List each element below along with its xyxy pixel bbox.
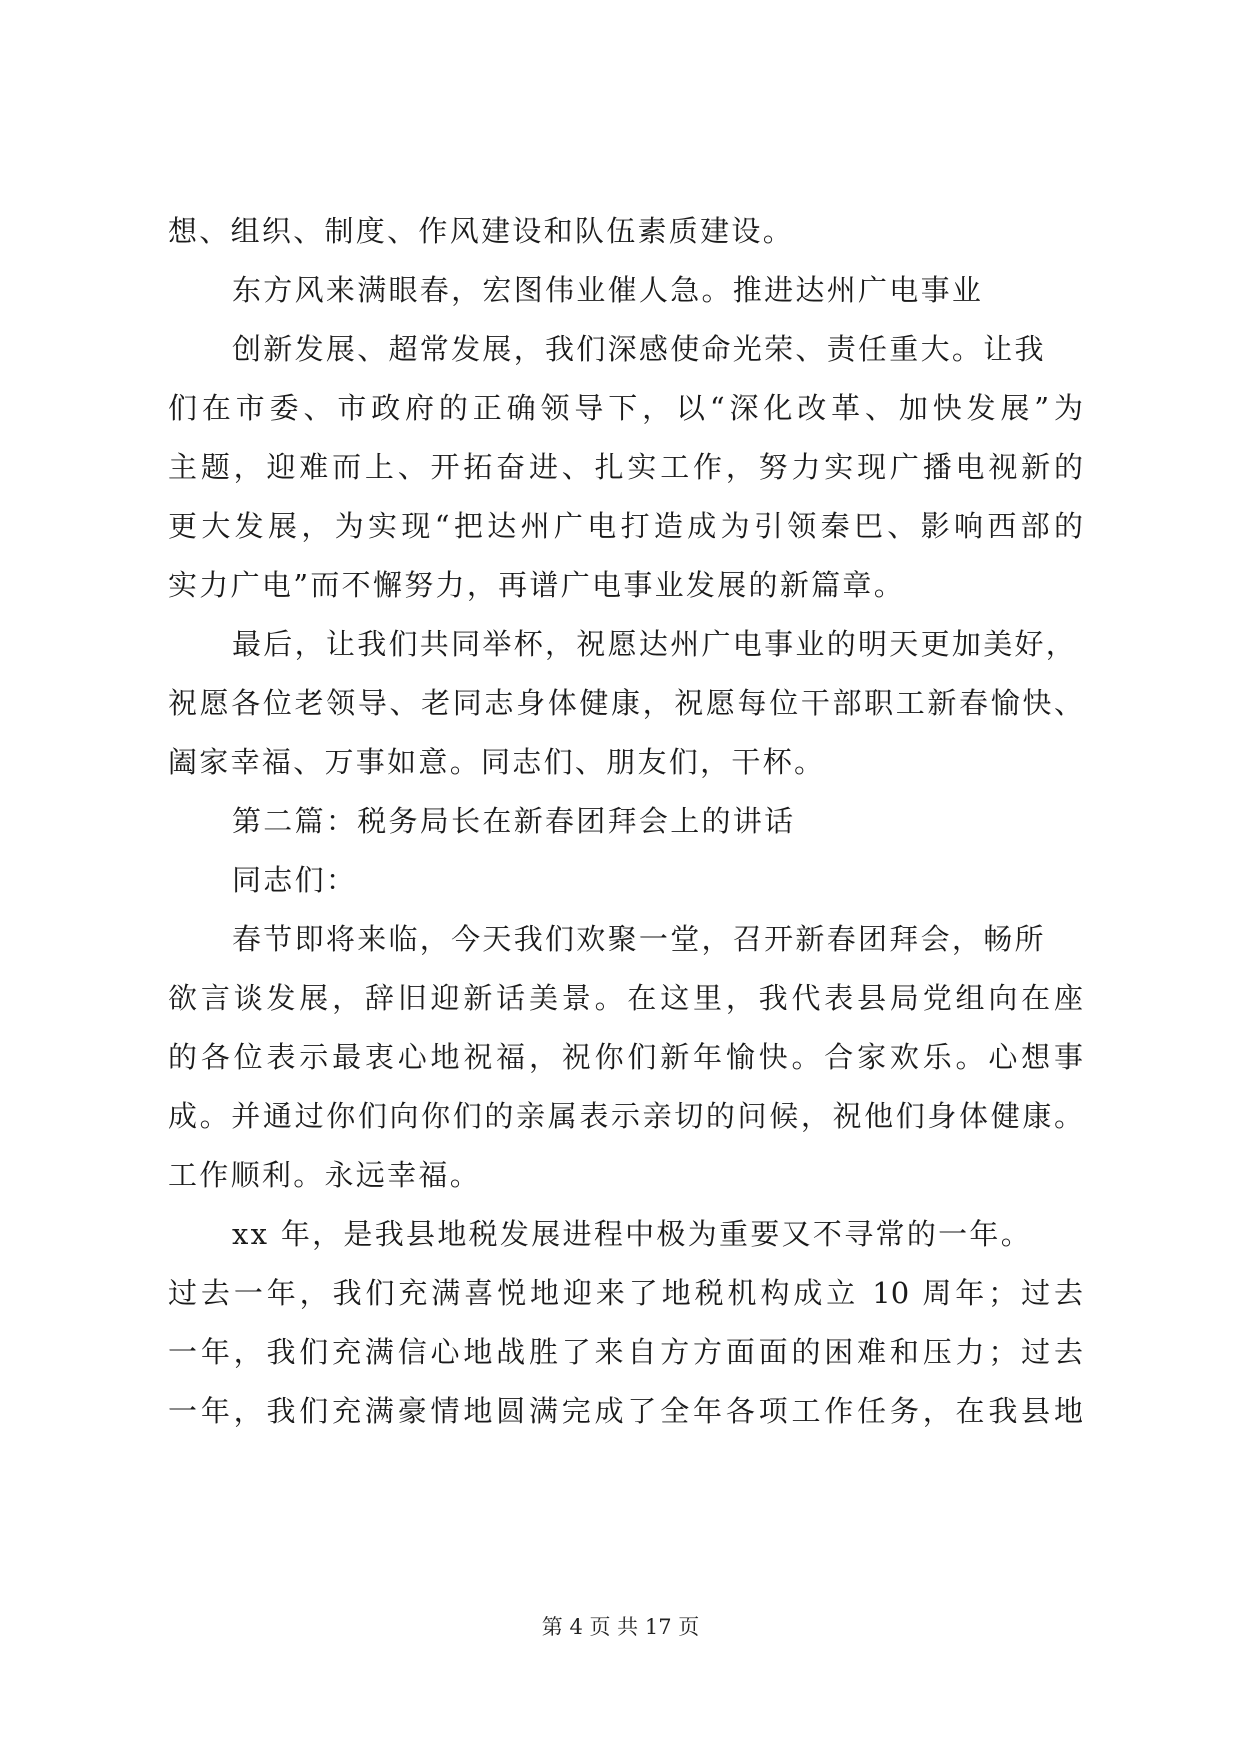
text-line: 一年，我们充满信心地战胜了来自方方面面的困难和压力；过去: [168, 1335, 1083, 1369]
salutation: 同志们：: [232, 863, 358, 897]
text-line: 一年，我们充满豪情地圆满完成了全年各项工作任务，在我县地: [168, 1394, 1083, 1428]
text-line: 创新发展、超常发展，我们深感使命光荣、责任重大。让我: [232, 332, 1046, 366]
text-line: 工作顺利。永远幸福。: [168, 1158, 482, 1192]
text-line: 欲言谈发展，辞旧迎新话美景。在这里，我代表县局党组向在座: [168, 981, 1083, 1015]
page-footer: 第 4 页 共 17 页: [541, 1615, 700, 1639]
text-line: 更大发展，为实现“把达州广电打造成为引领秦巴、影响西部的: [168, 509, 1083, 543]
text-line: 最后，让我们共同举杯，祝愿达州广电事业的明天更加美好，: [232, 627, 1078, 661]
text-line: 想、组织、制度、作风建设和队伍素质建设。: [168, 214, 795, 248]
text-line: 们在市委、市政府的正确领导下，以“深化改革、加快发展”为: [168, 391, 1083, 425]
text-line: 春节即将来临，今天我们欢聚一堂，召开新春团拜会，畅所: [232, 922, 1046, 956]
text-line: 成。并通过你们向你们的亲属表示亲切的问候，祝他们身体健康。: [168, 1099, 1083, 1133]
text-line: 实力广电”而不懈努力，再谱广电事业发展的新篇章。: [168, 568, 906, 602]
text-line: 祝愿各位老领导、老同志身体健康，祝愿每位干部职工新春愉快、: [168, 686, 1083, 720]
text-line: 阖家幸福、万事如意。同志们、朋友们，干杯。: [168, 745, 826, 779]
text-line: 的各位表示最衷心地祝福，祝你们新年愉快。合家欢乐。心想事: [168, 1040, 1083, 1074]
text-line: 过去一年，我们充满喜悦地迎来了地税机构成立 10 周年；过去: [168, 1276, 1083, 1310]
text-line: 东方风来满眼春，宏图伟业催人急。推进达州广电事业: [232, 273, 984, 307]
section-heading: 第二篇：税务局长在新春团拜会上的讲话: [232, 804, 796, 838]
text-line: xx 年，是我县地税发展进程中极为重要又不寻常的一年。: [232, 1217, 1033, 1251]
text-line: 主题，迎难而上、开拓奋进、扎实工作，努力实现广播电视新的: [168, 450, 1083, 484]
